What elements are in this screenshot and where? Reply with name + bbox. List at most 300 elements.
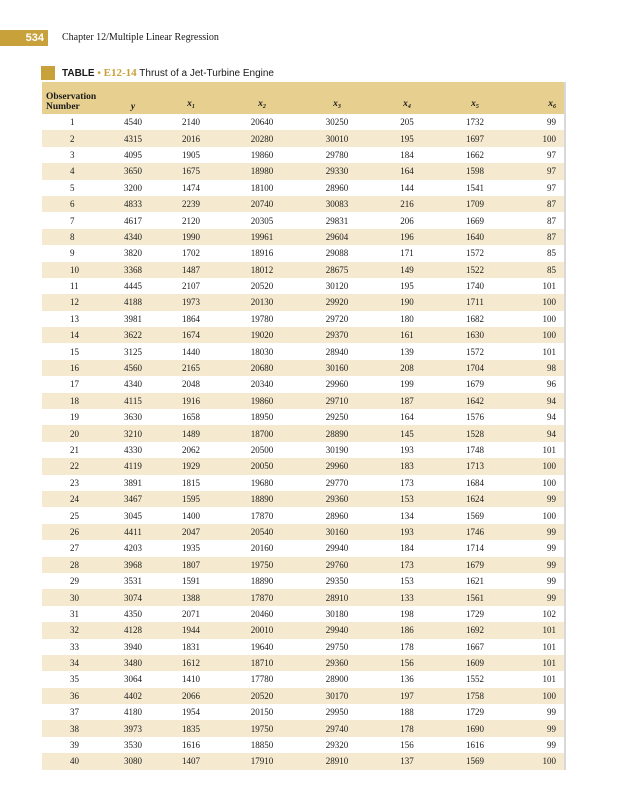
table-cell: 1616 <box>182 740 200 751</box>
table-cell: 28910 <box>325 756 349 767</box>
table-cell: 20460 <box>250 608 274 619</box>
table-cell: 178 <box>400 723 414 734</box>
table-cell: 17780 <box>250 674 274 685</box>
table-cell: 27 <box>70 543 79 554</box>
table-cell: 2066 <box>182 690 200 701</box>
table-cell: 97 <box>547 149 556 160</box>
table-row <box>42 475 564 491</box>
table-cell: 187 <box>400 395 414 406</box>
table-cell: 1440 <box>182 346 200 357</box>
table-cell: 4115 <box>124 395 142 406</box>
table-cell: 87 <box>547 215 556 226</box>
table-cell: 188 <box>400 707 414 718</box>
table-cell: 1658 <box>182 412 200 423</box>
table-cell: 1929 <box>182 461 200 472</box>
table-row <box>42 196 564 212</box>
table-cell: 206 <box>400 215 414 226</box>
table-cell: 29960 <box>325 461 349 472</box>
table-cell: 1740 <box>466 281 484 292</box>
table-cell: 94 <box>547 412 556 423</box>
table-cell: 4188 <box>124 297 142 308</box>
table-cell: 29320 <box>325 740 349 751</box>
table-cell: 186 <box>400 625 414 636</box>
table-cell: 1835 <box>182 723 200 734</box>
table-cell: 19860 <box>250 149 274 160</box>
table-cell: 16 <box>70 363 79 374</box>
table-cell: 19860 <box>250 395 274 406</box>
table-cell: 29710 <box>325 395 349 406</box>
table-cell: 29950 <box>325 707 349 718</box>
table-cell: 34 <box>70 658 79 669</box>
table-cell: 40 <box>70 756 79 767</box>
table-cell: 139 <box>400 346 414 357</box>
table-cell: 4560 <box>124 363 142 374</box>
table-cell: 28675 <box>325 264 349 275</box>
table-cell: 1400 <box>182 510 200 521</box>
data-table <box>42 82 564 770</box>
table-cell: 97 <box>547 182 556 193</box>
table-body <box>42 114 564 770</box>
table-cell: 190 <box>400 297 414 308</box>
table-row <box>42 376 564 392</box>
table-row <box>42 114 564 130</box>
table-row <box>42 409 564 425</box>
table-row <box>42 360 564 376</box>
table-row <box>42 130 564 146</box>
table-cell: 20520 <box>250 281 274 292</box>
table-cell: 100 <box>542 690 556 701</box>
table-cell: 3368 <box>124 264 142 275</box>
table-cell: 29604 <box>325 231 349 242</box>
table-cell: 29960 <box>325 379 349 390</box>
table-cell: 29360 <box>325 494 349 505</box>
table-cell: 1713 <box>466 461 484 472</box>
table-cell: 4350 <box>124 608 142 619</box>
table-row <box>42 557 564 573</box>
table-cell: 30170 <box>325 690 349 701</box>
table-cell: 37 <box>70 707 79 718</box>
table-cell: 1864 <box>182 313 200 324</box>
table-cell: 1807 <box>182 559 200 570</box>
table-cell: 20540 <box>250 526 274 537</box>
table-row <box>42 655 564 671</box>
table-cell: 28890 <box>325 428 349 439</box>
table-cell: 94 <box>547 395 556 406</box>
caption-number: E12-14 <box>103 67 137 79</box>
table-cell: 1640 <box>466 231 484 242</box>
table-cell: 6 <box>70 199 75 210</box>
table-cell: 20640 <box>250 117 274 128</box>
table-row <box>42 245 564 261</box>
table-cell: 3210 <box>124 428 142 439</box>
table-cell: 18012 <box>250 264 274 275</box>
table-cell: 99 <box>547 576 556 587</box>
header-x1: $x_1$ <box>187 99 195 110</box>
table-cell: 1616 <box>466 740 484 751</box>
table-cell: 19020 <box>250 330 274 341</box>
table-cell: 20680 <box>250 363 274 374</box>
table-cell: 20 <box>70 428 79 439</box>
table-cell: 199 <box>400 379 414 390</box>
table-cell: 101 <box>542 281 556 292</box>
table-cell: 39 <box>70 740 79 751</box>
table-cell: 164 <box>400 412 414 423</box>
table-row <box>42 425 564 441</box>
caption-title: Thrust of a Jet-Turbine Engine <box>139 68 274 79</box>
table-cell: 38 <box>70 723 79 734</box>
table-cell: 18100 <box>250 182 274 193</box>
table-cell: 17 <box>70 379 79 390</box>
table-row <box>42 294 564 310</box>
table-cell: 19750 <box>250 559 274 570</box>
table-cell: 1674 <box>182 330 200 341</box>
table-cell: 30250 <box>325 117 349 128</box>
table-cell: 1944 <box>182 625 200 636</box>
header-x2: $x_2$ <box>258 99 266 110</box>
table-cell: 85 <box>547 248 556 259</box>
table-cell: 20130 <box>250 297 274 308</box>
table-cell: 3981 <box>124 313 142 324</box>
table-cell: 3467 <box>124 494 142 505</box>
table-cell: 31 <box>70 608 79 619</box>
table-row <box>42 163 564 179</box>
table-row <box>42 278 564 294</box>
table-cell: 20160 <box>250 543 274 554</box>
table-cell: 20050 <box>250 461 274 472</box>
table-cell: 1609 <box>466 658 484 669</box>
table-cell: 96 <box>547 379 556 390</box>
table-cell: 30160 <box>325 363 349 374</box>
table-cell: 1973 <box>182 297 200 308</box>
table-cell: 101 <box>542 674 556 685</box>
table-cell: 208 <box>400 363 414 374</box>
table-cell: 30180 <box>325 608 349 619</box>
table-cell: 4 <box>70 166 75 177</box>
table-cell: 2140 <box>182 117 200 128</box>
table-cell: 98 <box>547 363 556 374</box>
table-cell: 3891 <box>124 477 142 488</box>
table-cell: 1552 <box>466 674 484 685</box>
table-cell: 7 <box>70 215 75 226</box>
table-cell: 180 <box>400 313 414 324</box>
table-cell: 1572 <box>466 346 484 357</box>
table-cell: 14 <box>70 330 79 341</box>
table-cell: 173 <box>400 559 414 570</box>
table-row <box>42 753 564 769</box>
table-header-row <box>42 82 564 114</box>
table-cell: 197 <box>400 690 414 701</box>
table-cell: 99 <box>547 559 556 570</box>
table-cell: 198 <box>400 608 414 619</box>
table-cell: 18850 <box>250 740 274 751</box>
page-number: 534 <box>0 30 48 46</box>
table-row <box>42 343 564 359</box>
table-row <box>42 262 564 278</box>
header-y: y <box>130 102 136 112</box>
table-cell: 4203 <box>124 543 142 554</box>
table-cell: 184 <box>400 149 414 160</box>
table-cell: 3622 <box>124 330 142 341</box>
table-cell: 100 <box>542 477 556 488</box>
table-cell: 2071 <box>182 608 200 619</box>
table-cell: 29770 <box>325 477 349 488</box>
table-cell: 28 <box>70 559 79 570</box>
table-cell: 100 <box>542 510 556 521</box>
table-cell: 1541 <box>466 182 484 193</box>
table-cell: 1815 <box>182 477 200 488</box>
header-x5: $x_5$ <box>471 99 479 110</box>
table-cell: 1591 <box>182 576 200 587</box>
table-row <box>42 540 564 556</box>
table-cell: 19750 <box>250 723 274 734</box>
table-cell: 100 <box>542 313 556 324</box>
table-cell: 205 <box>400 117 414 128</box>
table-cell: 2048 <box>182 379 200 390</box>
table-cell: 1692 <box>466 625 484 636</box>
table-cell: 156 <box>400 740 414 751</box>
table-cell: 2016 <box>182 133 200 144</box>
table-cell: 1746 <box>466 526 484 537</box>
table-cell: 20280 <box>250 133 274 144</box>
table-cell: 1709 <box>466 199 484 210</box>
table-cell: 1732 <box>466 117 484 128</box>
table-cell: 19961 <box>250 231 274 242</box>
table-cell: 29780 <box>325 149 349 160</box>
table-cell: 3074 <box>124 592 142 603</box>
table-cell: 87 <box>547 199 556 210</box>
table-row <box>42 393 564 409</box>
table-cell: 3200 <box>124 182 142 193</box>
table-cell: 145 <box>400 428 414 439</box>
table-cell: 3080 <box>124 756 142 767</box>
table-row <box>42 327 564 343</box>
table-cell: 36 <box>70 690 79 701</box>
table-row <box>42 229 564 245</box>
table-cell: 99 <box>547 723 556 734</box>
table-cell: 18980 <box>250 166 274 177</box>
table-cell: 1679 <box>466 379 484 390</box>
table-cell: 1569 <box>466 756 484 767</box>
table-cell: 20500 <box>250 445 274 455</box>
table-row <box>42 180 564 196</box>
table-row <box>42 311 564 327</box>
table-cell: 4315 <box>124 133 142 144</box>
table-cell: 30160 <box>325 526 349 537</box>
table-cell: 1697 <box>466 133 484 144</box>
table-cell: 1675 <box>182 166 200 177</box>
table-cell: 100 <box>542 330 556 341</box>
table-cell: 133 <box>400 592 414 603</box>
table-cell: 137 <box>400 756 414 767</box>
table-cell: 18916 <box>250 248 274 259</box>
table-cell: 153 <box>400 494 414 505</box>
table-cell: 1935 <box>182 543 200 554</box>
table-cell: 1576 <box>466 412 484 423</box>
table-cell: 28900 <box>325 674 349 685</box>
table-row <box>42 737 564 753</box>
table-cell: 100 <box>542 756 556 767</box>
table-cell: 2047 <box>182 526 200 537</box>
table-row <box>42 507 564 523</box>
table-cell: 29831 <box>325 215 349 226</box>
table-cell: 1598 <box>466 166 484 177</box>
table-cell: 22 <box>70 461 79 472</box>
header-x3: $x_3$ <box>333 99 341 110</box>
table-cell: 3531 <box>124 576 142 587</box>
table-row <box>42 147 564 163</box>
header-x4: $x_4$ <box>403 99 411 110</box>
table-cell: 1487 <box>182 264 200 275</box>
table-cell: 2 <box>70 133 75 144</box>
table-cell: 17870 <box>250 510 274 521</box>
table-row <box>42 639 564 655</box>
table-cell: 20305 <box>250 215 274 226</box>
table-row <box>42 622 564 638</box>
table-cell: 32 <box>70 625 79 636</box>
table-cell: 1954 <box>182 707 200 718</box>
running-head: Chapter 12/Multiple Linear Regression <box>62 32 219 43</box>
table-cell: 183 <box>400 461 414 472</box>
table-cell: 1667 <box>466 641 484 652</box>
table-cell: 184 <box>400 543 414 554</box>
table-cell: 3045 <box>124 510 142 521</box>
table-cell: 8 <box>70 231 75 242</box>
header-x6: $x_6$ <box>548 99 556 110</box>
table-cell: 1528 <box>466 428 484 439</box>
table-cell: 100 <box>542 461 556 472</box>
table-cell: 29360 <box>325 658 349 669</box>
table-cell: 178 <box>400 641 414 652</box>
table-cell: 1711 <box>466 297 484 308</box>
table-cell: 161 <box>400 330 414 341</box>
table-cell: 1624 <box>466 494 484 505</box>
table-cell: 5 <box>70 182 75 193</box>
table-cell: 28960 <box>325 510 349 521</box>
table-cell: 4095 <box>124 149 142 160</box>
table-cell: 30 <box>70 592 79 603</box>
table-cell: 1704 <box>466 363 484 374</box>
table-cell: 3973 <box>124 723 142 734</box>
table-cell: 1621 <box>466 576 484 587</box>
table-cell: 99 <box>547 526 556 537</box>
table-cell: 4617 <box>124 215 142 226</box>
table-cell: 3064 <box>124 674 142 685</box>
caption-label: TABLE <box>62 68 95 79</box>
table-cell: 19780 <box>250 313 274 324</box>
table-cell: 20740 <box>250 199 274 210</box>
table-cell: 1702 <box>182 248 200 259</box>
table-cell: 28940 <box>325 346 349 357</box>
table-cell: 20340 <box>250 379 274 390</box>
table-cell: 1748 <box>466 445 484 455</box>
table-cell: 35 <box>70 674 79 685</box>
table-cell: 164 <box>400 166 414 177</box>
table-cell: 23 <box>70 477 79 488</box>
table-cell: 101 <box>542 625 556 636</box>
table-cell: 13 <box>70 313 79 324</box>
table-cell: 3820 <box>124 248 142 259</box>
table-cell: 15 <box>70 346 79 357</box>
table-cell: 99 <box>547 707 556 718</box>
table-row <box>42 688 564 704</box>
table-cell: 29350 <box>325 576 349 587</box>
table-cell: 3 <box>70 149 75 160</box>
table-cell: 9 <box>70 248 75 259</box>
table-cell: 17870 <box>250 592 274 603</box>
table-cell: 1690 <box>466 723 484 734</box>
table-cell: 153 <box>400 576 414 587</box>
table-cell: 216 <box>400 199 414 210</box>
table-cell: 3125 <box>124 346 142 357</box>
table-cell: 149 <box>400 264 414 275</box>
table-cell: 4540 <box>124 117 142 128</box>
table-cell: 4340 <box>124 231 142 242</box>
table-cell: 173 <box>400 477 414 488</box>
table-cell: 99 <box>547 543 556 554</box>
table-cell: 28960 <box>325 182 349 193</box>
table-cell: 29720 <box>325 313 349 324</box>
table-cell: 1729 <box>466 707 484 718</box>
table-cell: 101 <box>542 641 556 652</box>
table-row <box>42 491 564 507</box>
table-cell: 30083 <box>325 199 349 210</box>
table-cell: 144 <box>400 182 414 193</box>
table-cell: 2239 <box>182 199 200 210</box>
table-cell: 1388 <box>182 592 200 603</box>
table-cell: 18030 <box>250 346 274 357</box>
table-row <box>42 704 564 720</box>
table-cell: 18710 <box>250 658 274 669</box>
table-row <box>42 442 564 458</box>
table-cell: 195 <box>400 281 414 292</box>
table-cell: 171 <box>400 248 414 259</box>
table-cell: 17910 <box>250 756 274 767</box>
table-cell: 2165 <box>182 363 200 374</box>
table-cell: 99 <box>547 740 556 751</box>
table-cell: 4128 <box>124 625 142 636</box>
table-cell: 1410 <box>182 674 200 685</box>
table-cell: 94 <box>547 428 556 439</box>
table-cell: 1595 <box>182 494 200 505</box>
table-cell: 1489 <box>182 428 200 439</box>
table-cell: 30190 <box>325 445 349 455</box>
table-cell: 1714 <box>466 543 484 554</box>
table-cell: 1916 <box>182 395 200 406</box>
table-cell: 136 <box>400 674 414 685</box>
table-cell: 1572 <box>466 248 484 259</box>
table-cell: 18950 <box>250 412 274 423</box>
table-cell: 97 <box>547 166 556 177</box>
table-cell: 10 <box>70 264 79 275</box>
table-marker <box>41 66 55 80</box>
table-cell: 28910 <box>325 592 349 603</box>
table-cell: 3650 <box>124 166 142 177</box>
table-cell: 21 <box>70 445 79 455</box>
table-cell: 85 <box>547 264 556 275</box>
table-cell: 29940 <box>325 625 349 636</box>
table-cell: 99 <box>547 494 556 505</box>
table-cell: 4340 <box>124 379 142 390</box>
table-cell: 3480 <box>124 658 142 669</box>
table-row <box>42 212 564 228</box>
table-cell: 1682 <box>466 313 484 324</box>
table-cell: 101 <box>542 658 556 669</box>
table-cell: 29760 <box>325 559 349 570</box>
table-cell: 30120 <box>325 281 349 292</box>
table-cell: 1474 <box>182 182 200 193</box>
table-cell: 20010 <box>250 625 274 636</box>
table-cell: 1905 <box>182 149 200 160</box>
